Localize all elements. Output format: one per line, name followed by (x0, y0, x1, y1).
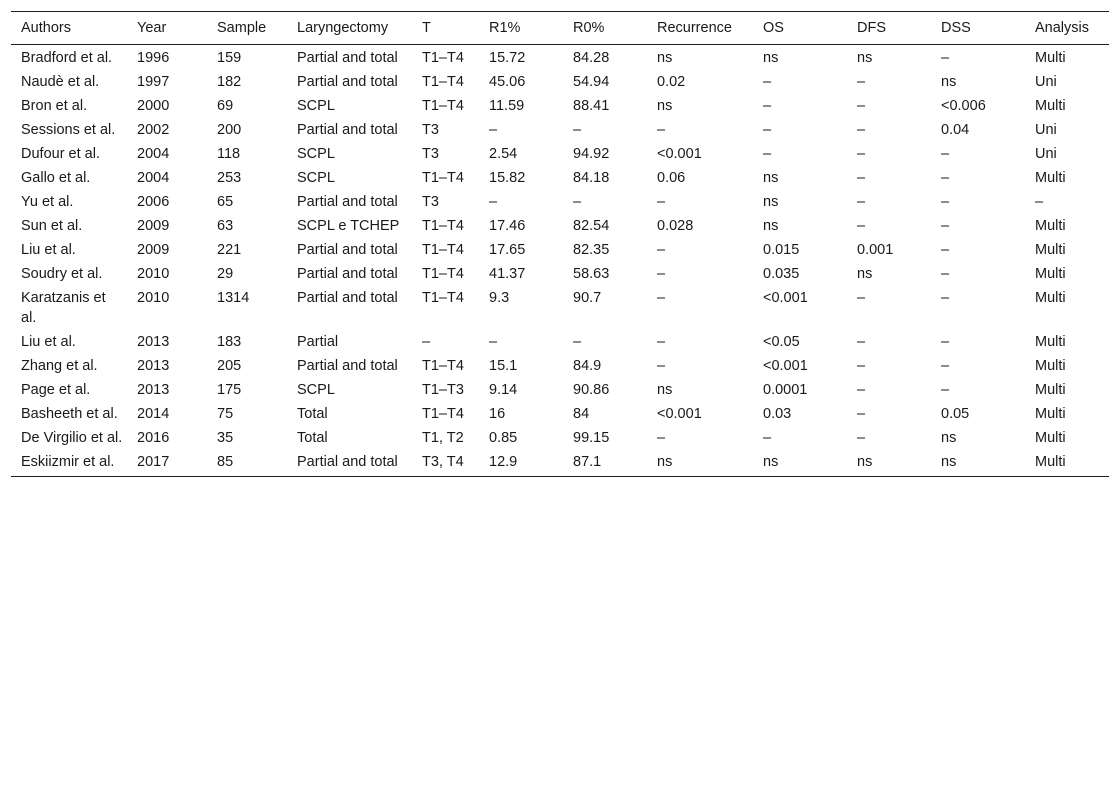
table-row (11, 190, 1109, 214)
table-cell: Uni (1035, 146, 1057, 162)
table-cell: 2013 (137, 334, 170, 350)
table-row (11, 286, 1109, 330)
table-cell: – (857, 406, 866, 422)
table-cell: 0.05 (941, 406, 970, 422)
table-row (11, 426, 1109, 450)
table-row (11, 214, 1109, 238)
table-cell: Multi (1035, 218, 1066, 234)
table-cell: 2013 (137, 382, 170, 398)
table-cell: Partial and total (297, 358, 398, 374)
table-cell: – (941, 170, 950, 186)
table-cell: ns (763, 170, 779, 186)
table-cell: Soudry et al. (21, 266, 103, 282)
table-cell: – (857, 122, 866, 138)
table-cell: Naudè et al. (21, 74, 100, 90)
table-cell: 17.65 (489, 242, 526, 258)
table-cell: 15.72 (489, 50, 526, 66)
table-cell: Multi (1035, 406, 1066, 422)
table-cell: 2004 (137, 146, 170, 162)
table-cell: Uni (1035, 122, 1057, 138)
table-cell: – (941, 358, 950, 374)
table-cell: – (857, 146, 866, 162)
table-cell: 82.35 (573, 242, 610, 258)
table-cell: 175 (217, 382, 242, 398)
table-cell: ns (763, 50, 779, 66)
table-cell: – (941, 194, 950, 210)
table-header-row (11, 12, 1109, 45)
table-cell: 84.28 (573, 50, 610, 66)
table-cell: <0.001 (763, 290, 808, 306)
table-row (11, 70, 1109, 94)
table-cell: ns (657, 98, 673, 114)
table-cell: 15.82 (489, 170, 526, 186)
table-cell: Multi (1035, 454, 1066, 470)
table-cell: ns (857, 454, 873, 470)
table-cell: – (657, 266, 666, 282)
table-cell: – (763, 74, 772, 90)
table-cell: 2004 (137, 170, 170, 186)
table-cell: 0.04 (941, 122, 970, 138)
table-cell: 69 (217, 98, 234, 114)
table-row (11, 142, 1109, 166)
table-cell: 65 (217, 194, 234, 210)
table-cell: – (857, 74, 866, 90)
table-cell: 1997 (137, 74, 170, 90)
column-header-t: T (422, 20, 431, 36)
table-cell: Multi (1035, 430, 1066, 446)
table-cell: Partial and total (297, 50, 398, 66)
table-cell: 0.0001 (763, 382, 808, 398)
table-cell: – (941, 290, 950, 306)
column-header-r1: R1% (489, 20, 521, 36)
table-cell: SCPL e TCHEP (297, 218, 400, 234)
table-cell: T1–T4 (422, 74, 464, 90)
table-cell: Sessions et al. (21, 122, 116, 138)
table-cell: Total (297, 406, 328, 422)
table-cell: Partial and total (297, 122, 398, 138)
table-cell: ns (857, 50, 873, 66)
table-cell: – (657, 242, 666, 258)
table-cell: ns (857, 266, 873, 282)
table-row (11, 94, 1109, 118)
table-cell: T3 (422, 146, 439, 162)
table-row (11, 402, 1109, 426)
table-cell: – (573, 194, 582, 210)
table-cell: T1–T4 (422, 242, 464, 258)
column-header-recurrence: Recurrence (657, 20, 732, 36)
table-cell: – (489, 122, 498, 138)
table-cell: ns (763, 218, 779, 234)
table-cell: 29 (217, 266, 234, 282)
table-cell: ns (657, 382, 673, 398)
table-cell: 2010 (137, 266, 170, 282)
table-cell: 0.03 (763, 406, 792, 422)
table-cell: 16 (489, 406, 506, 422)
table-cell: 200 (217, 122, 242, 138)
table-cell: T1, T2 (422, 430, 464, 446)
table-cell: – (657, 430, 666, 446)
column-header-laryngectomy: Laryngectomy (297, 20, 389, 36)
table-cell: Partial and total (297, 242, 398, 258)
table-cell: 2017 (137, 454, 170, 470)
table-cell: Bradford et al. (21, 50, 113, 66)
table-cell: Eskiizmir et al. (21, 454, 115, 470)
table-cell: – (573, 122, 582, 138)
table-cell: – (657, 122, 666, 138)
table-cell: 0.001 (857, 242, 894, 258)
table-cell: T1–T4 (422, 266, 464, 282)
column-header-authors: Authors (21, 20, 71, 36)
table-cell: 82.54 (573, 218, 610, 234)
table-cell: – (573, 334, 582, 350)
table-row (11, 262, 1109, 286)
table-cell: 2013 (137, 358, 170, 374)
table-cell: 0.85 (489, 430, 518, 446)
table-cell: Multi (1035, 382, 1066, 398)
table-cell: 221 (217, 242, 242, 258)
table-cell: Total (297, 430, 328, 446)
table-cell: – (941, 50, 950, 66)
table-cell: 88.41 (573, 98, 610, 114)
table-cell: Partial (297, 334, 339, 350)
table-cell: – (657, 358, 666, 374)
table-row (11, 378, 1109, 402)
column-header-dss: DSS (941, 20, 971, 36)
table-cell: T1–T4 (422, 98, 464, 114)
table-cell: T1–T4 (422, 50, 464, 66)
table-cell: Sun et al. (21, 218, 83, 234)
results-table-container (11, 11, 1109, 477)
table-cell: 85 (217, 454, 234, 470)
table-cell: ns (941, 454, 957, 470)
table-cell: SCPL (297, 170, 335, 186)
table-cell: Multi (1035, 334, 1066, 350)
table-cell: T3 (422, 194, 439, 210)
table-cell: – (657, 290, 666, 306)
table-cell: De Virgilio et al. (21, 430, 123, 446)
table-cell: Partial and total (297, 454, 398, 470)
table-cell: – (857, 218, 866, 234)
table-cell: <0.001 (657, 406, 702, 422)
table-cell: T1–T3 (422, 382, 464, 398)
column-header-analysis: Analysis (1035, 20, 1089, 36)
table-cell: – (657, 194, 666, 210)
table-cell: – (1035, 194, 1044, 210)
table-cell: 9.3 (489, 290, 510, 306)
table-cell: – (763, 98, 772, 114)
table-cell: – (857, 430, 866, 446)
table-cell: – (763, 146, 772, 162)
column-header-dfs: DFS (857, 20, 886, 36)
table-cell: 90.86 (573, 382, 610, 398)
table-cell: ns (763, 454, 779, 470)
table-cell: Karatzanis et al. (21, 290, 106, 326)
table-cell: 15.1 (489, 358, 518, 374)
table-cell: SCPL (297, 98, 335, 114)
column-header-r0: R0% (573, 20, 605, 36)
table-cell: – (763, 430, 772, 446)
table-cell: T1–T4 (422, 358, 464, 374)
column-header-os: OS (763, 20, 784, 36)
table-row (11, 354, 1109, 378)
table-cell: – (657, 334, 666, 350)
table-cell: Multi (1035, 170, 1066, 186)
table-cell: Bron et al. (21, 98, 88, 114)
table-cell: 0.06 (657, 170, 686, 186)
table-cell: SCPL (297, 382, 335, 398)
table-cell: 63 (217, 218, 234, 234)
table-cell: 0.015 (763, 242, 800, 258)
table-cell: 253 (217, 170, 242, 186)
table-cell: Yu et al. (21, 194, 74, 210)
table-cell: 2009 (137, 242, 170, 258)
table-cell: Partial and total (297, 194, 398, 210)
table-cell: 0.02 (657, 74, 686, 90)
table-cell: 90.7 (573, 290, 602, 306)
table-cell: 11.59 (489, 98, 525, 114)
table-cell: Multi (1035, 98, 1066, 114)
column-header-year: Year (137, 20, 167, 36)
table-cell: – (941, 146, 950, 162)
table-row (11, 330, 1109, 354)
table-cell: Liu et al. (21, 334, 76, 350)
table-cell: Liu et al. (21, 242, 76, 258)
table-cell: – (857, 382, 866, 398)
table-cell: 87.1 (573, 454, 602, 470)
table-cell: T1–T4 (422, 170, 464, 186)
table-cell: – (941, 218, 950, 234)
table-cell: 2006 (137, 194, 170, 210)
table-cell: ns (941, 74, 957, 90)
table-cell: Zhang et al. (21, 358, 98, 374)
table-cell: 94.92 (573, 146, 610, 162)
table-cell: 183 (217, 334, 242, 350)
table-cell: 2002 (137, 122, 170, 138)
table-cell: 2.54 (489, 146, 518, 162)
table-row (11, 45, 1109, 71)
table-cell: T1–T4 (422, 406, 464, 422)
table-cell: Gallo et al. (21, 170, 91, 186)
table-row (11, 166, 1109, 190)
table-cell: – (941, 334, 950, 350)
table-cell: 2010 (137, 290, 170, 306)
table-cell: T3 (422, 122, 439, 138)
table-cell: 118 (217, 146, 241, 162)
table-cell: Partial and total (297, 74, 398, 90)
column-header-sample: Sample (217, 20, 267, 36)
table-cell: ns (763, 194, 779, 210)
table-cell: 205 (217, 358, 242, 374)
table-cell: Uni (1035, 74, 1057, 90)
table-cell: Partial and total (297, 290, 398, 306)
table-cell: T3, T4 (422, 454, 464, 470)
table-cell: Multi (1035, 358, 1066, 374)
table-cell: 58.63 (573, 266, 610, 282)
results-table (11, 11, 1109, 477)
table-cell: – (857, 170, 866, 186)
table-cell: 0.035 (763, 266, 800, 282)
table-cell: SCPL (297, 146, 335, 162)
table-cell: – (857, 194, 866, 210)
table-cell: Basheeth et al. (21, 406, 118, 422)
table-cell: 75 (217, 406, 234, 422)
table-cell: <0.006 (941, 98, 986, 114)
table-cell: 84 (573, 406, 590, 422)
table-cell: 35 (217, 430, 234, 446)
table-cell: <0.001 (763, 358, 808, 374)
table-body (11, 45, 1109, 477)
table-cell: – (422, 334, 431, 350)
table-cell: ns (657, 50, 673, 66)
table-cell: 0.028 (657, 218, 694, 234)
table-cell: 41.37 (489, 266, 526, 282)
table-cell: – (857, 290, 866, 306)
table-cell: 17.46 (489, 218, 526, 234)
table-cell: – (941, 266, 950, 282)
table-cell: T1–T4 (422, 290, 464, 306)
table-cell: 12.9 (489, 454, 518, 470)
table-cell: – (763, 122, 772, 138)
table-cell: Multi (1035, 290, 1066, 306)
table-cell: <0.001 (657, 146, 702, 162)
table-cell: Multi (1035, 266, 1066, 282)
table-cell: 159 (217, 50, 242, 66)
table-row (11, 450, 1109, 477)
table-cell: 2014 (137, 406, 170, 422)
table-cell: 2000 (137, 98, 170, 114)
table-cell: Multi (1035, 50, 1066, 66)
table-cell: 54.94 (573, 74, 610, 90)
table-cell: – (857, 358, 866, 374)
table-row (11, 118, 1109, 142)
table-cell: T1–T4 (422, 218, 464, 234)
table-cell: 2009 (137, 218, 170, 234)
table-cell: Multi (1035, 242, 1066, 258)
table-cell: <0.05 (763, 334, 800, 350)
table-cell: – (489, 194, 498, 210)
table-cell: 84.9 (573, 358, 602, 374)
table-cell: Dufour et al. (21, 146, 100, 162)
table-cell: 84.18 (573, 170, 610, 186)
table-cell: 45.06 (489, 74, 526, 90)
table-cell: – (941, 242, 950, 258)
table-cell: – (489, 334, 498, 350)
table-cell: 1996 (137, 50, 170, 66)
table-cell: – (941, 382, 950, 398)
table-cell: ns (657, 454, 673, 470)
table-cell: 9.14 (489, 382, 518, 398)
table-row (11, 238, 1109, 262)
table-cell: 2016 (137, 430, 170, 446)
table-cell: – (857, 98, 866, 114)
table-cell: ns (941, 430, 957, 446)
table-cell: Page et al. (21, 382, 91, 398)
table-cell: 99.15 (573, 430, 610, 446)
table-cell: 1314 (217, 290, 250, 306)
table-cell: 182 (217, 74, 242, 90)
table-cell: Partial and total (297, 266, 398, 282)
table-cell: – (857, 334, 866, 350)
